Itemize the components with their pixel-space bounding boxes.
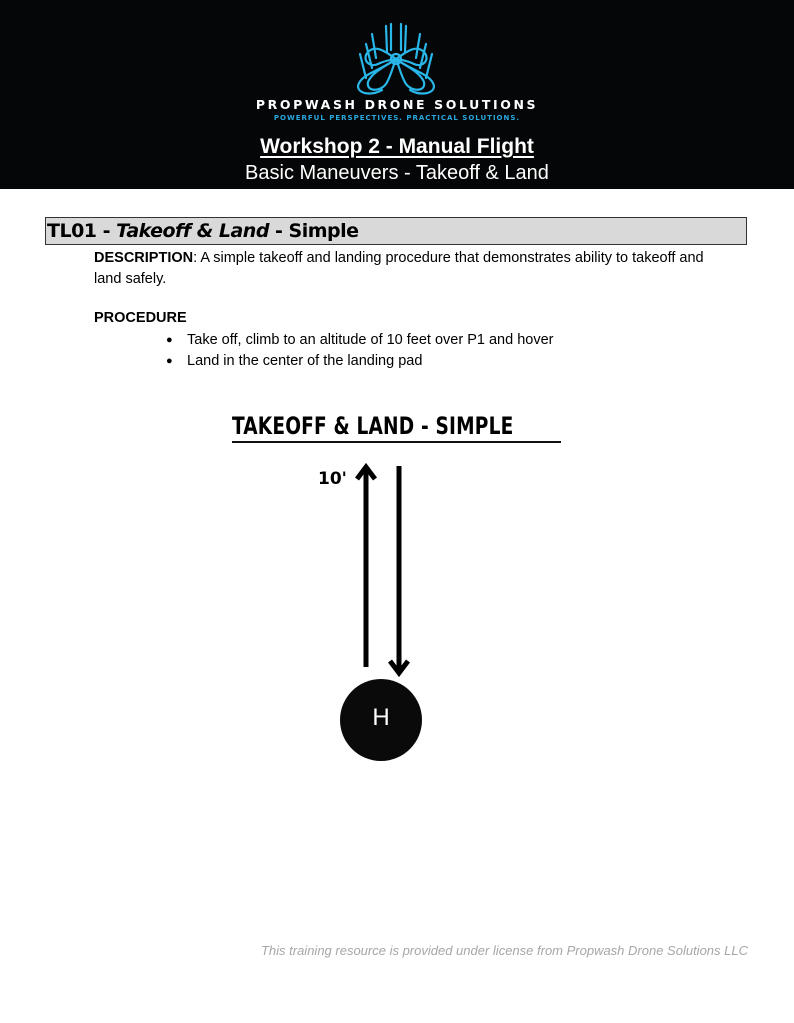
arrow-down-icon: [390, 466, 408, 673]
arrow-up-icon: [357, 467, 375, 667]
diagram-title-underline: [232, 441, 561, 443]
description-label: DESCRIPTION: [94, 250, 194, 266]
helipad-label: H: [372, 704, 390, 731]
section-suffix: - Simple: [268, 220, 359, 242]
procedure-step: ● Land in the center of the landing pad: [166, 351, 554, 372]
section-heading-bar: [45, 217, 747, 245]
license-footer: This training resource is provided under license from Propwash Drone Solutions LLC: [260, 943, 748, 958]
workshop-subtitle: Basic Maneuvers - Takeoff & Land: [245, 162, 549, 184]
altitude-label: 10': [318, 469, 347, 489]
workshop-title: Workshop 2 - Manual Flight: [260, 135, 534, 158]
document-header: [0, 0, 794, 189]
section-name: Takeoff & Land: [116, 220, 269, 242]
propwash-logo-icon: [346, 22, 446, 96]
brand-tagline: POWERFUL PERSPECTIVES. PRACTICAL SOLUTIONS.: [273, 114, 521, 122]
procedure-step: ● Take off, climb to an altitude of 10 feet over P1 and hover: [166, 330, 554, 351]
description-text: : A simple takeoff and landing procedure that demonstrates ability to takeoff and land safely.: [94, 250, 704, 287]
diagram-title: TAKEOFF & LAND - SIMPLE: [232, 412, 514, 440]
section-code: TL01 -: [47, 220, 117, 242]
brand-name: PROPWASH DRONE SOLUTIONS: [255, 97, 539, 112]
procedure-label: PROCEDURE: [94, 310, 187, 326]
procedure-list: [166, 330, 554, 371]
section-title: [47, 220, 359, 242]
description: [94, 248, 734, 290]
